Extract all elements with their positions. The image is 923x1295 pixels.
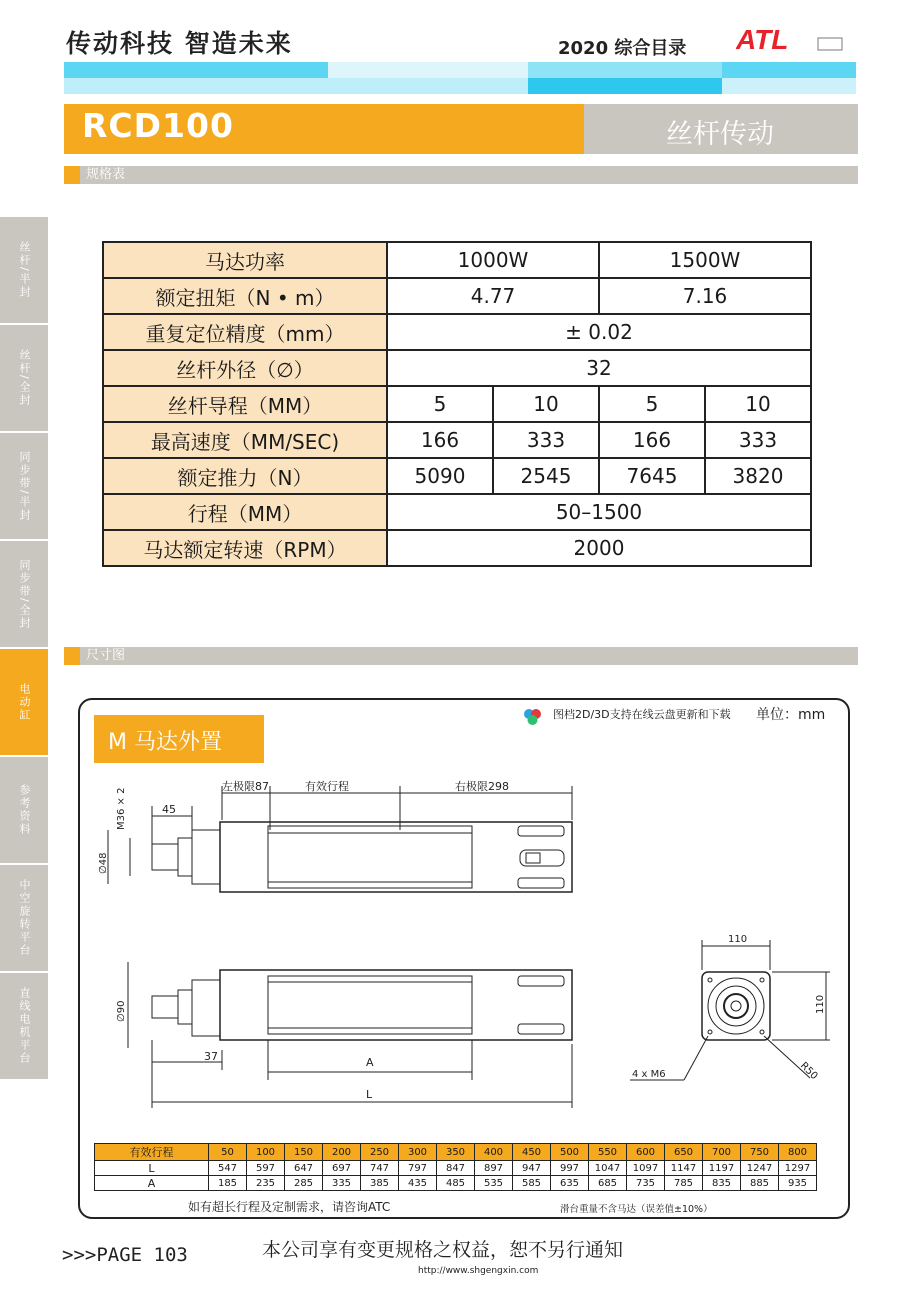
side-tab-linear-motor[interactable]: 直线电机平台 (0, 973, 48, 1079)
dims-cell: 185 (209, 1176, 247, 1191)
dims-header: 350 (437, 1144, 475, 1161)
spec-section-bar (64, 166, 858, 184)
dims-cell: 947 (513, 1161, 551, 1176)
dims-cell: 635 (551, 1176, 589, 1191)
dim-a: A (366, 1056, 374, 1069)
dims-header: 50 (209, 1144, 247, 1161)
spec-row (103, 350, 811, 386)
spec-row (103, 242, 811, 278)
dims-cell: 797 (399, 1161, 437, 1176)
dimension-table (94, 1143, 817, 1191)
dims-cell: 835 (703, 1176, 741, 1191)
spec-value: 32 (387, 350, 811, 386)
header-band-1 (64, 62, 328, 78)
cloud-note: 图档2D/3D支持在线云盘更新和下载 (553, 708, 731, 721)
spec-label: 额定推力（N） (103, 458, 387, 494)
dim-l: L (366, 1088, 373, 1101)
dims-cell: 897 (475, 1161, 513, 1176)
dims-header-row (95, 1144, 817, 1161)
bolt-callout: 4 x M6 (632, 1069, 666, 1080)
spec-row (103, 386, 811, 422)
dims-header: 600 (627, 1144, 665, 1161)
spec-row (103, 494, 811, 530)
dims-row-a (95, 1176, 817, 1191)
dims-cell: A (95, 1176, 209, 1191)
dims-header: 150 (285, 1144, 323, 1161)
spec-value: 10 (493, 386, 599, 422)
dims-cell: 747 (361, 1161, 399, 1176)
dims-cell: 585 (513, 1176, 551, 1191)
spec-value: 4.77 (387, 278, 599, 314)
spec-value: 333 (705, 422, 811, 458)
dims-header: 800 (779, 1144, 817, 1161)
dims-header: 650 (665, 1144, 703, 1161)
dims-header: 300 (399, 1144, 437, 1161)
spec-label: 丝杆导程（MM） (103, 386, 387, 422)
dims-header: 500 (551, 1144, 589, 1161)
spec-label: 行程（MM） (103, 494, 387, 530)
custom-order-note: 如有超长行程及定制需求，请咨询ATC (188, 1200, 391, 1214)
side-tab-belt-half[interactable]: 同步带/半封 (0, 433, 48, 539)
spec-label: 重复定位精度（mm） (103, 314, 387, 350)
header-band-7 (722, 78, 856, 94)
spec-value: 50–1500 (387, 494, 811, 530)
dims-cell: L (95, 1161, 209, 1176)
spec-row (103, 278, 811, 314)
side-tab-reference[interactable]: 参考资料 (0, 757, 48, 863)
dims-cell: 647 (285, 1161, 323, 1176)
spec-value: 7645 (599, 458, 705, 494)
spec-section-label: 规格表 (86, 167, 126, 182)
side-tab-hollow-rotary[interactable]: 中空旋转平台 (0, 865, 48, 971)
dims-cell: 435 (399, 1176, 437, 1191)
dims-header: 700 (703, 1144, 741, 1161)
technical-drawing (80, 760, 840, 1140)
spec-value: 333 (493, 422, 599, 458)
spec-row (103, 422, 811, 458)
spec-value: 1500W (599, 242, 811, 278)
spec-value: 2545 (493, 458, 599, 494)
spec-value: 166 (387, 422, 493, 458)
dims-header: 400 (475, 1144, 513, 1161)
dims-cell: 697 (323, 1161, 361, 1176)
spec-value: 2000 (387, 530, 811, 566)
dims-row-l (95, 1161, 817, 1176)
dim-left-limit: 左极限87 (222, 780, 269, 793)
dims-cell: 685 (589, 1176, 627, 1191)
unit-label: 单位：mm (756, 707, 826, 723)
spec-row (103, 314, 811, 350)
dims-cell: 935 (779, 1176, 817, 1191)
dims-header: 200 (323, 1144, 361, 1161)
dims-cell: 1047 (589, 1161, 627, 1176)
dim-thread: M36 × 2 (116, 787, 127, 830)
end-view (630, 940, 830, 1083)
spec-value: 1000W (387, 242, 599, 278)
dim-dia48: ∅48 (98, 852, 109, 874)
dims-cell: 535 (475, 1176, 513, 1191)
dim-dia90: ∅90 (116, 1000, 127, 1022)
spec-value: 166 (599, 422, 705, 458)
spec-label: 马达功率 (103, 242, 387, 278)
spec-value: ± 0.02 (387, 314, 811, 350)
dim-right-limit: 右极限298 (455, 780, 509, 793)
header-band-2 (328, 62, 528, 78)
dims-header: 250 (361, 1144, 399, 1161)
dim-45: 45 (162, 803, 176, 816)
page-number: >>>PAGE 103 (62, 1244, 188, 1266)
spec-label: 额定扭矩（N • m） (103, 278, 387, 314)
spec-value: 3820 (705, 458, 811, 494)
dims-section-label: 尺寸图 (86, 648, 126, 663)
dims-cell: 847 (437, 1161, 475, 1176)
dims-header: 750 (741, 1144, 779, 1161)
dims-section-bar (64, 647, 858, 665)
header-band-6 (528, 78, 722, 94)
dims-header: 550 (589, 1144, 627, 1161)
dims-cell: 997 (551, 1161, 589, 1176)
dims-cell: 1147 (665, 1161, 703, 1176)
dims-cell: 1197 (703, 1161, 741, 1176)
dims-cell: 785 (665, 1176, 703, 1191)
dims-cell: 1297 (779, 1161, 817, 1176)
side-view (128, 962, 572, 1108)
spec-value: 10 (705, 386, 811, 422)
spec-label: 丝杆外径（∅） (103, 350, 387, 386)
dims-header: 100 (247, 1144, 285, 1161)
dims-cell: 235 (247, 1176, 285, 1191)
spec-value: 7.16 (599, 278, 811, 314)
spec-table (102, 241, 812, 567)
dims-cell: 885 (741, 1176, 779, 1191)
category-title: 丝杆传动 (666, 119, 774, 150)
side-tab-screw-half[interactable]: 丝杆/半封 (0, 217, 48, 323)
spec-label: 马达额定转速（RPM） (103, 530, 387, 566)
side-tab-belt-full[interactable]: 同步带/全封 (0, 541, 48, 647)
spec-label: 最高速度（MM/SEC) (103, 422, 387, 458)
dim-110-width: 110 (728, 934, 748, 945)
header-band-3 (528, 62, 722, 78)
dims-cell: 285 (285, 1176, 323, 1191)
dim-effective-stroke: 有效行程 (305, 780, 349, 793)
dims-cell: 735 (627, 1176, 665, 1191)
motor-title: M 马达外置 (108, 730, 222, 755)
dims-cell: 547 (209, 1161, 247, 1176)
spec-value: 5 (387, 386, 493, 422)
dims-cell: 335 (323, 1176, 361, 1191)
dims-cell: 485 (437, 1176, 475, 1191)
logo-text: ATL (736, 24, 789, 54)
dims-cell: 1097 (627, 1161, 665, 1176)
dim-110-height: 110 (815, 994, 826, 1014)
catalog-title: 2020 综合目录 (558, 38, 687, 59)
spec-row (103, 458, 811, 494)
side-tab-screw-full[interactable]: 丝杆/全封 (0, 325, 48, 431)
dims-header: 有效行程 (95, 1144, 209, 1161)
cloud-icon[interactable] (520, 704, 546, 730)
weight-note: 滑台重量不含马达（误差值±10%） (560, 1204, 713, 1215)
header-band-5 (64, 78, 528, 94)
dims-header: 450 (513, 1144, 551, 1161)
dims-cell: 597 (247, 1161, 285, 1176)
rights-notice: 本公司享有变更规格之权益，恕不另行通知 (262, 1239, 624, 1261)
header-band-4 (722, 62, 856, 78)
dims-cell: 1247 (741, 1161, 779, 1176)
dims-cell: 385 (361, 1176, 399, 1191)
radius-callout: R50 (797, 1060, 820, 1083)
model-title: RCD100 (82, 106, 234, 145)
top-view (108, 786, 572, 892)
dim-37: 37 (204, 1050, 218, 1063)
spec-value: 5090 (387, 458, 493, 494)
atl-logo (736, 24, 846, 54)
spec-row (103, 530, 811, 566)
spec-value: 5 (599, 386, 705, 422)
slogan: 传动科技 智造未来 (66, 29, 293, 58)
side-tab-electric-cylinder[interactable]: 电动缸 (0, 649, 48, 755)
website-link[interactable]: http://www.shgengxin.com (418, 1266, 539, 1276)
